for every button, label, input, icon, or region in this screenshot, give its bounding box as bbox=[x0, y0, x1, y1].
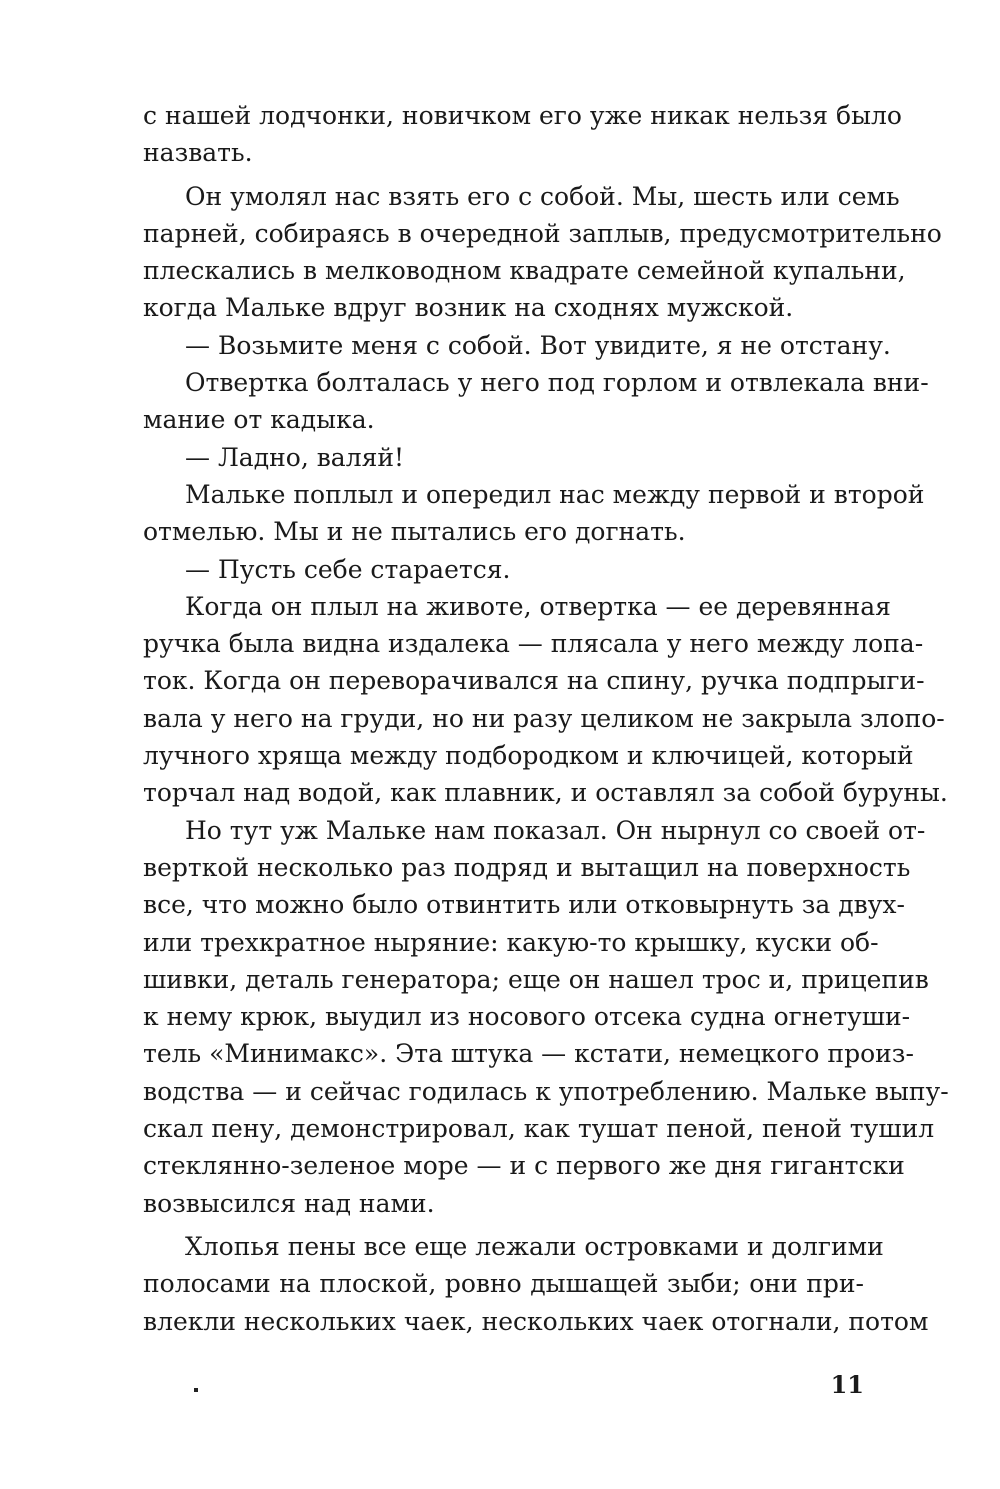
text-line: стеклянно-зеленое море — и с первого же дня гигантски bbox=[143, 1151, 905, 1181]
text-line: скал пену, демонстрировал, как тушат пеной, пеной тушил bbox=[143, 1114, 935, 1144]
text-line: водства — и сейчас годилась к употреблению. Мальке выпу- bbox=[143, 1076, 949, 1106]
page-number: 11 bbox=[830, 1370, 864, 1399]
text-line: тель «Минимакс». Эта штука — кстати, немецкого произ- bbox=[143, 1039, 914, 1069]
text-line: Хлопья пены все еще лежали островками и долгими bbox=[185, 1231, 884, 1261]
text-line: мание от кадыка. bbox=[143, 405, 375, 435]
text-line: плескались в мелководном квадрате семейной купальни, bbox=[143, 256, 906, 286]
text-line: — Пусть себе старается. bbox=[185, 554, 511, 584]
text-line: с нашей лодчонки, новичком его уже никак нельзя было bbox=[143, 101, 902, 130]
text-line: Но тут уж Мальке нам показал. Он нырнул со своей от- bbox=[185, 815, 926, 845]
text-line: — Возьмите меня с собой. Вот увидите, я не отстану. bbox=[185, 330, 891, 360]
text-line: отмелью. Мы и не пытались его догнать. bbox=[143, 517, 686, 547]
text-line: парней, собираясь в очередной заплыв, предусмотрительно bbox=[143, 218, 942, 248]
text-line: полосами на плоской, ровно дышащей зыби; они при- bbox=[143, 1269, 864, 1299]
text-line: торчал над водой, как плавник, и оставлял за собой буруны. bbox=[143, 778, 948, 808]
text-line: все, что можно было отвинтить или отковырнуть за двух- bbox=[143, 890, 905, 920]
text-line: лучного хряща между подбородком и ключицей, который bbox=[143, 741, 914, 771]
text-line: когда Мальке вдруг возник на сходнях мужской. bbox=[143, 293, 794, 323]
text-line: — Ладно, валяй! bbox=[185, 442, 405, 472]
text-line: к нему крюк, выудил из носового отсека судна огнетуши- bbox=[143, 1002, 911, 1032]
text-line: Когда он плыл на животе, отвертка — ее деревянная bbox=[185, 591, 891, 621]
page-body bbox=[143, 97, 949, 1340]
text-line: влекли нескольких чаек, нескольких чаек отогнали, потом bbox=[143, 1306, 929, 1336]
text-line: возвысился над нами. bbox=[143, 1188, 435, 1218]
text-line: верткой несколько раз подряд и вытащил на поверхность bbox=[143, 852, 911, 882]
text-line: ручка была видна издалека — плясала у него между лопа- bbox=[143, 629, 924, 659]
text-line: Он умолял нас взять его с собой. Мы, шесть или семь bbox=[185, 181, 900, 211]
scan-mark bbox=[194, 1388, 198, 1392]
text-line: назвать. bbox=[143, 138, 253, 168]
text-line: или трехкратное ныряние: какую-то крышку, куски об- bbox=[143, 927, 879, 957]
text-line: Мальке поплыл и опередил нас между первой и второй bbox=[185, 479, 925, 509]
text-line: шивки, деталь генератора; еще он нашел трос и, прицепив bbox=[143, 964, 929, 994]
text-line: ток. Когда он переворачивался на спину, ручка подпрыги- bbox=[143, 666, 925, 696]
text-line: вала у него на груди, но ни разу целиком не закрыла злопо- bbox=[143, 703, 945, 733]
text-line: Отвертка болталась у него под горлом и отвлекала вни- bbox=[185, 368, 929, 398]
